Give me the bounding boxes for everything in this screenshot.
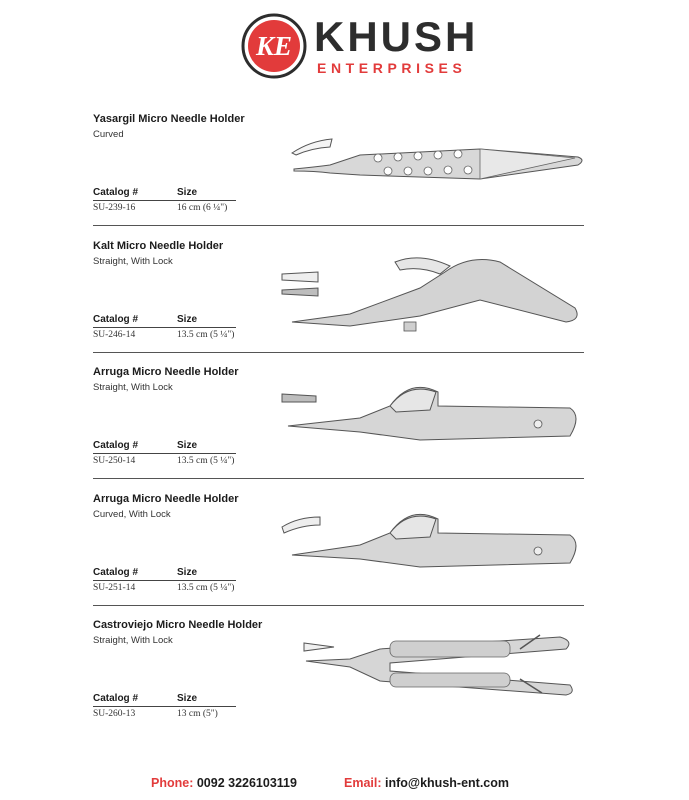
section-divider <box>93 352 584 353</box>
email-contact <box>344 776 509 790</box>
product-entry <box>0 493 689 620</box>
catalog-header: Catalog # <box>93 567 139 578</box>
product-title: Yasargil Micro Needle Holder <box>93 113 245 125</box>
size-header: Size <box>177 440 198 451</box>
contact-footer <box>0 776 689 792</box>
product-title: Arruga Micro Needle Holder <box>93 493 239 505</box>
instrument-illustration <box>270 493 600 608</box>
section-divider <box>93 225 584 226</box>
catalog-number: SU-239-16 <box>93 203 136 213</box>
catalog-number: SU-251-14 <box>93 583 136 593</box>
section-divider <box>93 478 584 479</box>
email-address: info@khush-ent.com <box>385 776 509 790</box>
catalog-number: SU-246-14 <box>93 330 136 340</box>
header-rule <box>93 327 236 328</box>
instrument-illustration <box>270 113 600 228</box>
section-divider <box>93 605 584 606</box>
header-rule <box>93 453 236 454</box>
brand-monogram: KE <box>255 31 293 61</box>
product-variant: Straight, With Lock <box>93 382 173 393</box>
catalog-number: SU-250-14 <box>93 456 136 466</box>
product-variant: Straight, With Lock <box>93 635 173 646</box>
catalog-header: Catalog # <box>93 693 139 704</box>
phone-contact <box>151 776 297 790</box>
instrument-illustration <box>270 240 600 355</box>
header-rule <box>93 200 236 201</box>
size-header: Size <box>177 314 198 325</box>
catalog-header: Catalog # <box>93 440 139 451</box>
phone-label: Phone: <box>151 776 194 790</box>
size-value: 13.5 cm (5 ¼") <box>177 456 235 466</box>
product-entry <box>0 366 689 493</box>
size-header: Size <box>177 567 198 578</box>
catalog-number: SU-260-13 <box>93 709 136 719</box>
instrument-illustration <box>270 619 600 734</box>
size-value: 13.5 cm (5 ¼") <box>177 583 235 593</box>
header-rule <box>93 706 236 707</box>
catalog-header: Catalog # <box>93 314 139 325</box>
product-entry <box>0 619 689 746</box>
phone-number: 0092 3226103119 <box>196 776 297 790</box>
product-variant: Curved, With Lock <box>93 509 171 520</box>
size-value: 13.5 cm (5 ¼") <box>177 330 235 340</box>
catalog-header: Catalog # <box>93 187 139 198</box>
size-value: 13 cm (5") <box>177 709 218 719</box>
product-title: Castroviejo Micro Needle Holder <box>93 619 263 631</box>
brand-name: KHUSH <box>314 13 479 60</box>
size-header: Size <box>177 187 198 198</box>
brand-logo-icon <box>241 13 307 79</box>
product-title: Kalt Micro Needle Holder <box>93 240 224 252</box>
instrument-illustration <box>270 366 600 481</box>
email-label: Email: <box>344 776 382 790</box>
header-rule <box>93 580 236 581</box>
page-header <box>0 0 689 90</box>
size-header: Size <box>177 693 198 704</box>
product-title: Arruga Micro Needle Holder <box>93 366 239 378</box>
size-value: 16 cm (6 ¼") <box>177 203 228 213</box>
product-variant: Straight, With Lock <box>93 256 173 267</box>
product-entry <box>0 113 689 240</box>
product-variant: Curved <box>93 129 124 140</box>
brand-subtitle: ENTERPRISES <box>317 60 467 76</box>
product-entry <box>0 240 689 367</box>
